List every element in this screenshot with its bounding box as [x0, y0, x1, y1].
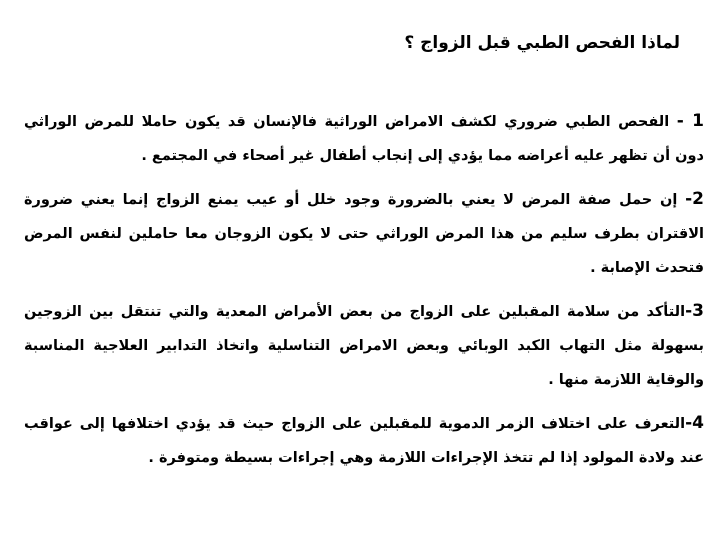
paragraph-4 — [24, 406, 704, 475]
paragraph-number: 3- — [685, 301, 704, 321]
slide-title: لماذا الفحص الطبي قبل الزواج ؟ — [404, 33, 680, 53]
paragraph-3 — [24, 294, 704, 397]
paragraph-text: التعرف على اختلاف الزمر الدموية للمقبلين على الزواج حيث قد يؤدي اختلافها إلى عواقب عند ولادة المولود إذا لم تتخذ الإجراءات اللازمة وهي إجراءات بسيطة ومتوفرة . — [24, 416, 704, 466]
paragraph-number: 4- — [685, 413, 704, 433]
paragraph-2 — [24, 182, 704, 285]
paragraph-text: الفحص الطبي ضروري لكشف الامراض الوراثية فالإنسان قد يكون حاملا للمرض الوراثي دون أن تظهر عليه أعراضه مما يؤدي إلى إنجاب أطفال غير أصحاء في المجتمع . — [24, 114, 704, 164]
paragraph-text: التأكد من سلامة المقبلين على الزواج من بعض الأمراض المعدية والتي تنتقل بين الزوجين بسهولة مثل التهاب الكبد الوبائي وبعض الامراض التناسلية واتخاذ التدابير العلاجية المناسبة والوقاية اللازمة منها . — [24, 304, 704, 388]
slide-body — [24, 104, 704, 484]
paragraph-1 — [24, 104, 704, 173]
paragraph-number: 1 - — [676, 111, 704, 131]
paragraph-text: إن حمل صفة المرض لا يعني بالضرورة وجود خلل أو عيب يمنع الزواج إنما يعني ضرورة الاقتران بطرف سليم من هذا المرض الوراثي حتى لا يكون الزوجان معا حاملين لنفس المرض فتحدث الإصابة . — [24, 192, 704, 276]
paragraph-number: 2- — [685, 189, 704, 209]
